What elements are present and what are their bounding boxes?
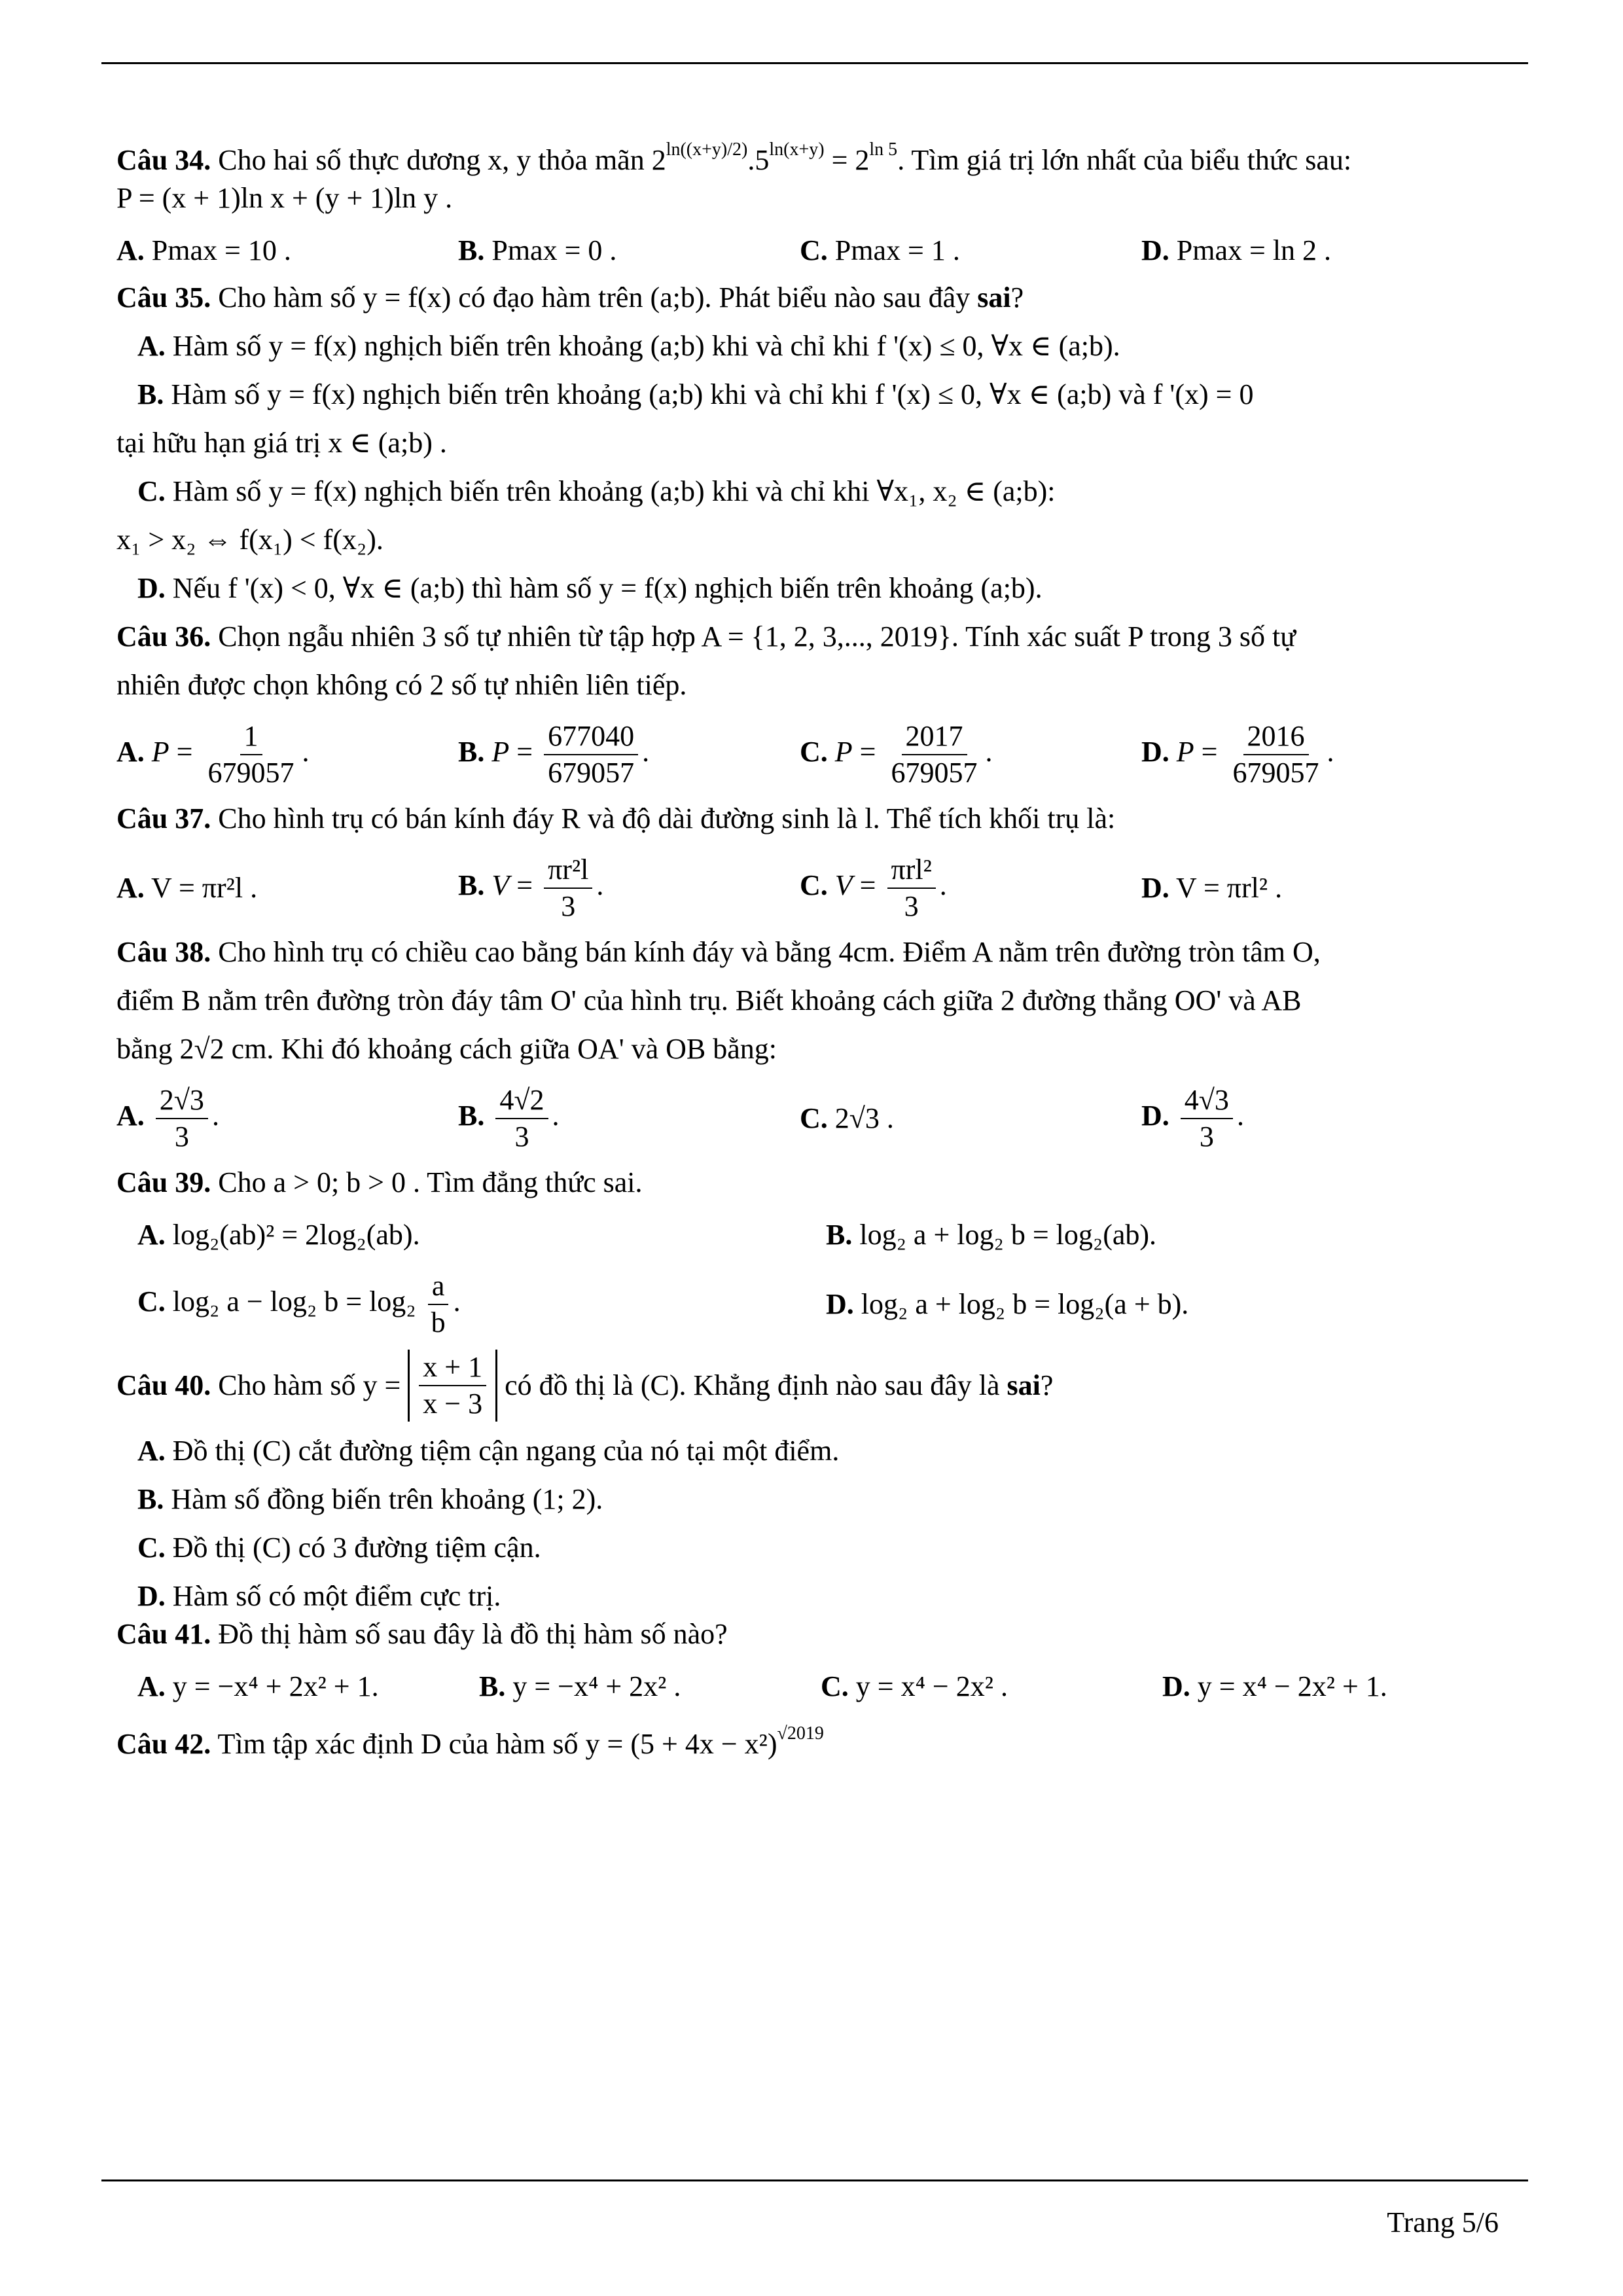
page-content: [116, 131, 1514, 1763]
page-number: Trang 5/6: [1387, 2206, 1499, 2238]
answer-options-row-2: [116, 1268, 1514, 1340]
option-b[interactable]: B. log₂ a + log₂ b = log₂(ab).: [826, 1219, 1157, 1251]
option-d[interactable]: D. V = πrl² .: [1141, 872, 1283, 904]
option-d[interactable]: D. $\frac{4√3}{3}$ .: [1141, 1084, 1244, 1153]
question-42: Câu 42. Tìm tập xác định D của hàm số $y = (5 + 4x - x^2)^{√2019}$: [116, 1723, 824, 1760]
answer-options-row-1: [116, 1216, 1514, 1254]
option-a[interactable]: A. log₂(ab)² = 2log₂(ab).: [137, 1219, 420, 1251]
option-d[interactable]: D. y = x⁴ − 2x² + 1.: [1162, 1670, 1387, 1702]
answer-options: [116, 232, 1514, 270]
answer-options: [116, 852, 1514, 924]
question-34: [116, 131, 1514, 270]
option-c[interactable]: C. Pmax = 1 .: [800, 234, 960, 266]
option-a[interactable]: A. Pmax = 10 .: [116, 234, 291, 266]
expression: P = (x + 1)ln x + (y + 1)ln y .: [116, 182, 453, 214]
option-c[interactable]: C. P = $\frac{2017}{679057}$ .: [800, 720, 993, 789]
question-text: Cho hình trụ có chiều cao bằng bán kính đáy và bằng 4cm. Điểm A nằm trên đường tròn tâm O,: [218, 936, 1321, 968]
question-38: Câu 38. Cho hình trụ có chiều cao bằng bán kính đáy và bằng 4cm. Điểm A nằm trên đường tròn tâm O, điểm B nằm trên đường tròn đáy tâm O' của hình trụ. Biết khoảng cách giữa 2 đường thẳng OO' và AB bằng 2√2 cm. Khi đó khoảng cách giữa OA' và OB bằng: A. $\frac{2√3}{3}$ . B. $\frac{4√2}{3}$ . C. 2√3 . D. $\frac{4√3}{3}$ .: [116, 933, 1514, 1155]
question-text: có đồ thị là (C). Khẳng định nào sau đây là: [505, 1369, 1000, 1401]
question-39: Câu 39. Cho a > 0; b > 0 . Tìm đẳng thức sai. A. log₂(ab)² = 2log₂(ab). B. log₂ a + log₂ b = log₂(ab). C. log₂ a − log₂ b = log₂ $\frac{a}{b}$ . D. log₂ a + log₂ b = log₂(a + b).: [116, 1164, 1514, 1340]
question-41: Câu 41. Đồ thị hàm số sau đây là đồ thị hàm số nào? A. y = −x⁴ + 2x² + 1. B. y = −x⁴ + 2x² . C. y = x⁴ − 2x² . D. y = x⁴ − 2x² + 1.: [116, 1615, 1514, 1706]
option-d[interactable]: D. P = $\frac{2016}{679057}$ .: [1141, 720, 1334, 789]
question-text: Tìm tập xác định D của hàm số: [217, 1728, 579, 1760]
question-37: Câu 37. Cho hình trụ có bán kính đáy R và độ dài đường sinh là l. Thể tích khối trụ là: A. V = πr²l . B. V = $\frac{\text{πr²l}}{3}$ . C. V = $\frac{\text{πrl²}}{3}$ . D. V = πrl² .: [116, 800, 1514, 924]
question-text: Cho hình trụ có bán kính đáy R và độ dài đường sinh là l. Thể tích khối trụ là:: [218, 802, 1116, 834]
answer-options: [116, 1083, 1514, 1155]
option-b-cont: tại hữu hạn giá trị x ∈ (a;b) .: [116, 427, 447, 459]
footer-rule: [101, 2179, 1528, 2181]
option-b[interactable]: B. y = −x⁴ + 2x² .: [479, 1670, 681, 1702]
option-b[interactable]: B. $\frac{4√2}{3}$ .: [458, 1084, 560, 1153]
answer-options: [116, 1668, 1514, 1706]
option-d[interactable]: D. Nếu f '(x) < 0, ∀x ∈ (a;b) thì hàm số y = f(x) nghịch biến trên khoảng (a;b).: [137, 572, 1043, 604]
question-text: nhiên được chọn không có 2 số tự nhiên liên tiếp.: [116, 669, 687, 701]
option-b[interactable]: B. P = $\frac{677040}{679057}$ .: [458, 720, 650, 789]
option-c[interactable]: C. y = x⁴ − 2x² .: [821, 1670, 1008, 1702]
question-text: Cho hàm số y =: [218, 1369, 401, 1401]
question-bold: sai: [977, 281, 1011, 314]
option-c[interactable]: C. log₂ a − log₂ b = log₂ $\frac{a}{b}$ .: [137, 1270, 461, 1338]
option-c-cont: x₁ > x₂ ⇔ f(x₁) < f(x₂).: [116, 524, 383, 556]
question-40: Câu 40. Cho hàm số y = $\frac{x + 1}{x - 3}$ có đồ thị là (C). Khẳng định nào sau đây là sai ? A. Đồ thị (C) cắt đường tiệm cận ngang của nó tại một điểm. B. Hàm số đồng biến trên khoảng (1; 2). C. Đồ thị (C) có 3 đường tiệm cận. D. Hàm số có một điểm cực trị.: [116, 1350, 1514, 1615]
option-b[interactable]: B. Pmax = 0 .: [458, 234, 617, 266]
question-text: Cho hai số thực dương x, y thỏa mãn: [218, 144, 645, 176]
question-35: Câu 35. Cho hàm số y = f(x) có đạo hàm trên (a;b). Phát biểu nào sau đây sai? A. Hàm số y = f(x) nghịch biến trên khoảng (a;b) khi và chỉ khi f '(x) ≤ 0, ∀x ∈ (a;b). B. Hàm số y = f(x) nghịch biến trên khoảng (a;b) khi và chỉ khi f '(x) ≤ 0, ∀x ∈ (a;b) và f '(x) = 0 tại hữu hạn giá trị x ∈ (a;b) . C. Hàm số y = f(x) nghịch biến trên khoảng (a;b) khi và chỉ khi ∀x₁, x₂ ∈ (a;b): x₁ > x₂ ⇔ f(x₁) < f(x₂). D. Nếu f '(x) < 0, ∀x ∈ (a;b) thì hàm số y = f(x) nghịch biến trên khoảng (a;b).: [116, 279, 1514, 607]
option-c[interactable]: C. Đồ thị (C) có 3 đường tiệm cận.: [137, 1532, 541, 1564]
option-c[interactable]: C. Hàm số y = f(x) nghịch biến trên khoảng (a;b) khi và chỉ khi ∀x₁, x₂ ∈ (a;b):: [137, 475, 1056, 507]
option-d[interactable]: D. Pmax = ln 2 .: [1141, 234, 1332, 266]
option-a[interactable]: A. P = $\frac{1}{679057}$ .: [116, 720, 310, 789]
option-c[interactable]: C. V = $\frac{\text{πrl²}}{3}$ .: [800, 853, 947, 922]
option-c[interactable]: C. 2√3 .: [800, 1102, 894, 1134]
option-a[interactable]: A. Đồ thị (C) cắt đường tiệm cận ngang của nó tại một điểm.: [137, 1435, 840, 1467]
equation: $2^{ln((x+y)/2)}.5^{ln(x+y)} = 2^{ln 5}$: [651, 139, 898, 176]
answer-options: [116, 719, 1514, 791]
option-d[interactable]: D. log₂ a + log₂ b = log₂(a + b).: [826, 1288, 1189, 1320]
expression: y = (5 + 4x − x²): [585, 1728, 777, 1760]
header-rule: [101, 62, 1528, 64]
option-a[interactable]: A. y = −x⁴ + 2x² + 1.: [137, 1670, 379, 1702]
question-text: bằng 2√2 cm. Khi đó khoảng cách giữa OA' và OB bằng:: [116, 1033, 777, 1065]
exponent: √2019: [777, 1723, 824, 1744]
absolute-fraction: $\frac{x + 1}{x - 3}$: [408, 1350, 497, 1422]
option-b[interactable]: B. Hàm số đồng biến trên khoảng (1; 2).: [137, 1483, 603, 1515]
question-text: Chọn ngẫu nhiên 3 số tự nhiên từ tập hợp A = {1, 2, 3,..., 2019}. Tính xác suất P trong 3 số tự: [218, 620, 1296, 653]
question-text: . Tìm giá trị lớn nhất của biểu thức sau:: [897, 144, 1352, 176]
option-a[interactable]: A. Hàm số y = f(x) nghịch biến trên khoảng (a;b) khi và chỉ khi f '(x) ≤ 0, ∀x ∈ (a;b).: [137, 330, 1120, 362]
question-36: Câu 36. Chọn ngẫu nhiên 3 số tự nhiên từ tập hợp A = {1, 2, 3,..., 2019}. Tính xác suất P trong 3 số tự nhiên được chọn không có 2 số tự nhiên liên tiếp. A. P = $\frac{1}{679057}$ . B. P = $\frac{677040}{679057}$ . C. P = $\frac{2017}{679057}$ . D. P = $\frac{2016}{679057}$ .: [116, 618, 1514, 791]
question-text: điểm B nằm trên đường tròn đáy tâm O' của hình trụ. Biết khoảng cách giữa 2 đường thẳng OO' và AB: [116, 984, 1302, 1016]
option-a[interactable]: A. $\frac{2√3}{3}$ .: [116, 1084, 219, 1153]
option-b[interactable]: B. Hàm số y = f(x) nghịch biến trên khoảng (a;b) khi và chỉ khi f '(x) ≤ 0, ∀x ∈ (a;b) và f '(x) = 0: [137, 378, 1254, 410]
question-text: Cho hàm số y = f(x) có đạo hàm trên (a;b). Phát biểu nào sau đây: [218, 281, 971, 314]
question-text: Cho a > 0; b > 0 . Tìm đẳng thức sai.: [218, 1166, 643, 1198]
option-b[interactable]: B. V = $\frac{\text{πr²l}}{3}$ .: [458, 853, 604, 922]
question-label: Câu 34.: [116, 144, 211, 176]
option-a[interactable]: A. V = πr²l .: [116, 872, 258, 904]
question-label: Câu 35.: [116, 281, 211, 314]
question-text: Đồ thị hàm số sau đây là đồ thị hàm số nào?: [218, 1618, 728, 1650]
option-d[interactable]: D. Hàm số có một điểm cực trị.: [137, 1580, 501, 1612]
